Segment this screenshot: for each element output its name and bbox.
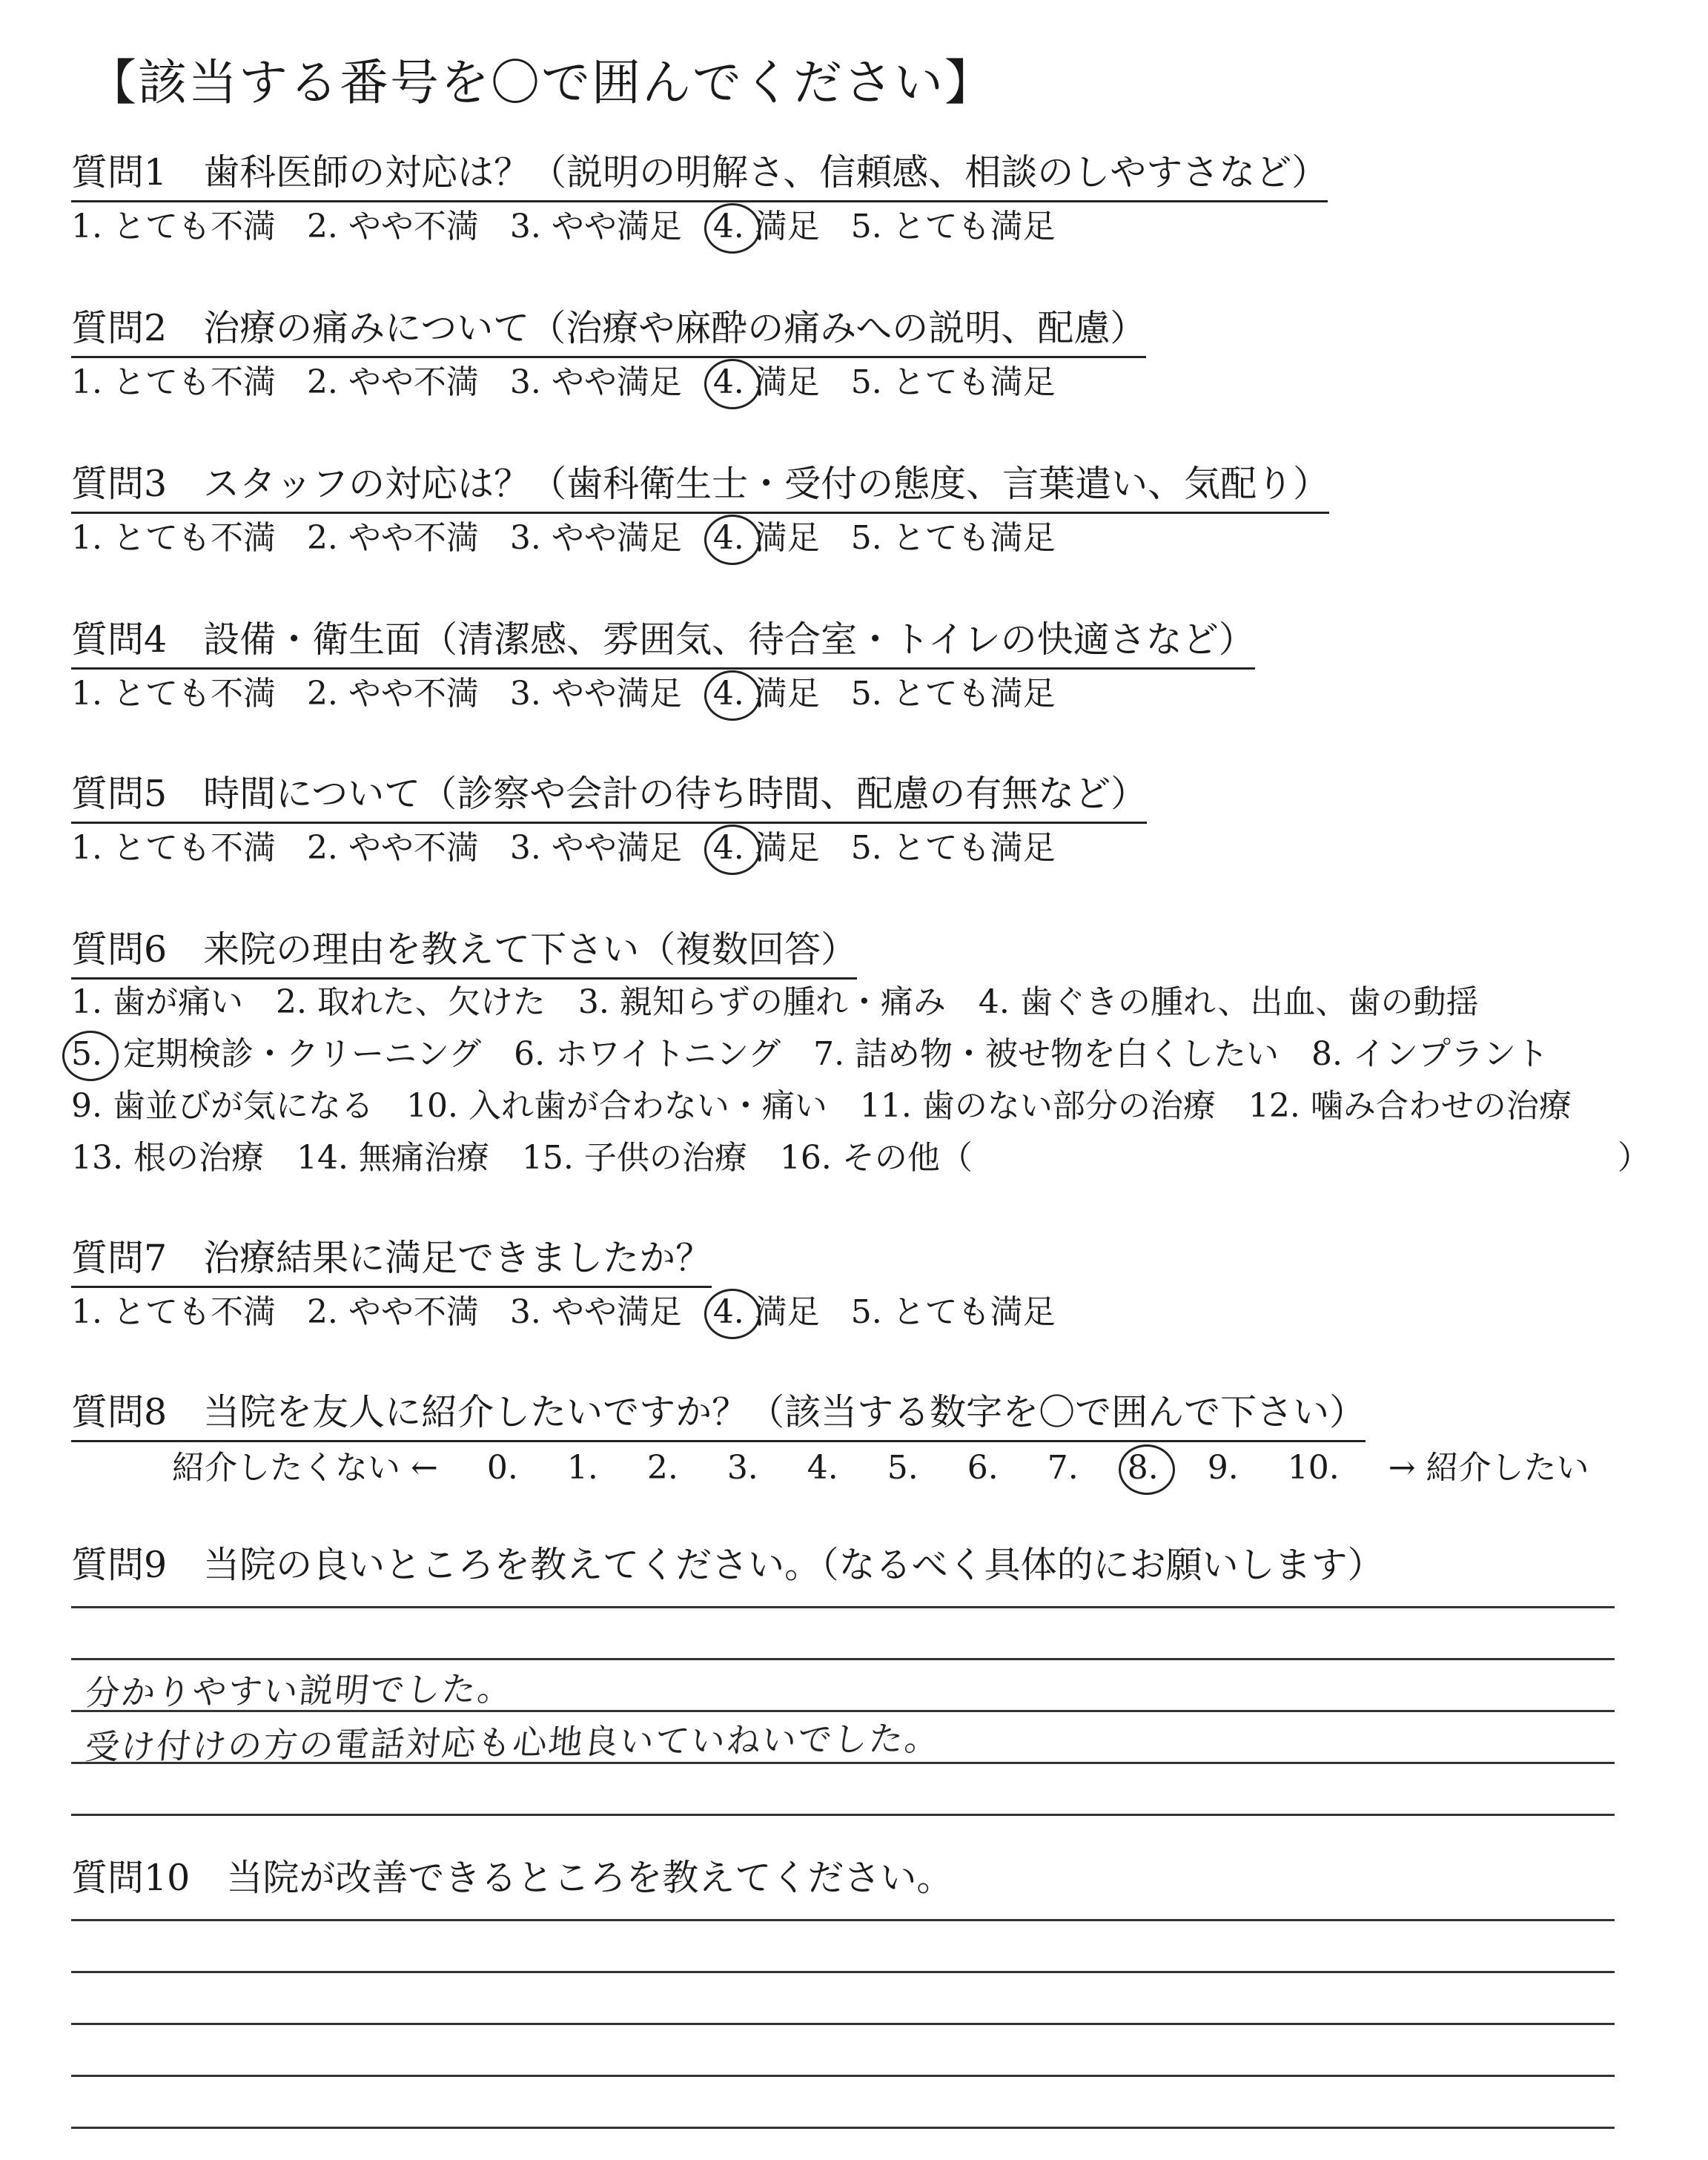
option-5[interactable]: 5. とても満足 xyxy=(850,1293,1056,1331)
option-4-circled[interactable]: 4. xyxy=(713,360,744,405)
q6-row-2 xyxy=(71,1032,1549,1077)
option-4-circled[interactable]: 4. xyxy=(713,516,744,561)
question-4: 質問4 設備・衛生面（清潔感、雰囲気、待合室・トイレの快適さなど） xyxy=(71,615,1255,670)
scale-right-label: → 紹介したい xyxy=(1388,1449,1589,1487)
scale-9[interactable]: 9. xyxy=(1207,1449,1239,1487)
scale-7[interactable]: 7. xyxy=(1047,1449,1079,1487)
q7-options xyxy=(71,1290,1056,1335)
option-4-label: 満足 xyxy=(754,675,820,713)
scale-10[interactable]: 10. xyxy=(1287,1449,1340,1487)
q2-options xyxy=(71,360,1056,405)
option-1[interactable]: 1. とても不満 xyxy=(71,519,276,557)
option-1[interactable]: 1. とても不満 xyxy=(71,1293,276,1331)
option-4-circled[interactable]: 4. xyxy=(713,205,744,249)
question-10: 質問10 当院が改善できるところを教えてください。 xyxy=(71,1857,953,1899)
q10-line-4[interactable] xyxy=(71,2075,1615,2077)
option-2[interactable]: 2. やや不満 xyxy=(306,519,479,557)
option-4-label: 満足 xyxy=(754,363,820,401)
option-2[interactable]: 2. やや不満 xyxy=(306,363,479,401)
q5-options xyxy=(71,826,1056,871)
scale-4[interactable]: 4. xyxy=(807,1449,838,1487)
q10-line-5[interactable] xyxy=(71,2127,1615,2129)
q10-line-2[interactable] xyxy=(71,1971,1615,1973)
option-3[interactable]: 3. やや満足 xyxy=(509,519,682,557)
option-1[interactable]: 1. とても不満 xyxy=(71,208,276,245)
option-4-circled[interactable]: 4. xyxy=(713,826,744,871)
q8-scale xyxy=(172,1446,1628,1490)
option-4-label: 満足 xyxy=(754,829,820,867)
scale-2[interactable]: 2. xyxy=(646,1449,678,1487)
form-title: 【該当する番号を〇で囲んでください】 xyxy=(87,54,995,111)
option-3[interactable]: 3. やや満足 xyxy=(509,675,682,713)
q6-other-close: ） xyxy=(1618,1139,1650,1177)
option-5[interactable]: 5. とても満足 xyxy=(850,519,1056,557)
question-1: 質問1 歯科医師の対応は？（説明の明解さ、信頼感、相談のしやすさなど） xyxy=(71,148,1328,202)
option-4-label: 満足 xyxy=(754,208,820,245)
option-1[interactable]: 1. とても不満 xyxy=(71,675,276,713)
q9-line-2 xyxy=(71,1658,1615,1660)
q10-line-3[interactable] xyxy=(71,2023,1615,2025)
option-5[interactable]: 5. とても満足 xyxy=(850,363,1056,401)
q6-row-3[interactable]: 9. 歯並びが気になる 10. 入れ歯が合わない・痛い 11. 歯のない部分の治療 12. 噛み合わせの治療 xyxy=(71,1087,1572,1125)
option-3[interactable]: 3. やや満足 xyxy=(509,208,682,245)
option-4-circled[interactable]: 4. xyxy=(713,672,744,716)
question-5: 質問5 時間について（診察や会計の待ち時間、配慮の有無など） xyxy=(71,770,1147,824)
option-2[interactable]: 2. やや不満 xyxy=(306,675,479,713)
option-1[interactable]: 1. とても不満 xyxy=(71,829,276,867)
q6-option-5-circled[interactable]: 5. xyxy=(71,1032,102,1077)
q9-answer-line-2[interactable]: 受け付けの方の電話対応も心地良いていねいでした。 xyxy=(83,1717,942,1768)
option-4-circled[interactable]: 4. xyxy=(713,1290,744,1335)
q9-line-5 xyxy=(71,1814,1615,1816)
scale-6[interactable]: 6. xyxy=(967,1449,999,1487)
q6-row-1[interactable]: 1. 歯が痛い 2. 取れた、欠けた 3. 親知らずの腫れ・痛み 4. 歯ぐきの腫れ、出血、歯の動揺 xyxy=(71,983,1479,1021)
q1-options xyxy=(71,205,1056,249)
scale-3[interactable]: 3. xyxy=(726,1449,758,1487)
q6-row-4[interactable]: 13. 根の治療 14. 無痛治療 15. 子供の治療 16. その他（ xyxy=(71,1139,973,1177)
option-5[interactable]: 5. とても満足 xyxy=(850,675,1056,713)
question-9: 質問9 当院の良いところを教えてください。（なるべく具体的にお願いします） xyxy=(71,1544,1384,1586)
option-5[interactable]: 5. とても満足 xyxy=(850,208,1056,245)
option-2[interactable]: 2. やや不満 xyxy=(306,829,479,867)
option-5[interactable]: 5. とても満足 xyxy=(850,829,1056,867)
option-1[interactable]: 1. とても不満 xyxy=(71,363,276,401)
question-3: 質問3 スタッフの対応は？（歯科衛生士・受付の態度、言葉遣い、気配り） xyxy=(71,460,1329,514)
scale-left-label: 紹介したくない ← xyxy=(172,1449,438,1487)
q3-options xyxy=(71,516,1056,561)
scale-5[interactable]: 5. xyxy=(887,1449,918,1487)
option-4-label: 満足 xyxy=(754,519,820,557)
scale-0[interactable]: 0. xyxy=(486,1449,518,1487)
option-4-label: 満足 xyxy=(754,1293,820,1331)
q6-row-2-text[interactable]: 定期検診・クリーニング 6. ホワイトニング 7. 詰め物・被せ物を白くしたい 8. インプラント xyxy=(122,1035,1549,1073)
question-2: 質問2 治療の痛みについて（治療や麻酔の痛みへの説明、配慮） xyxy=(71,304,1146,358)
scale-8-circled[interactable]: 8. xyxy=(1128,1446,1159,1490)
question-6: 質問6 来院の理由を教えて下さい（複数回答） xyxy=(71,925,857,980)
option-2[interactable]: 2. やや不満 xyxy=(306,1293,479,1331)
option-3[interactable]: 3. やや満足 xyxy=(509,1293,682,1331)
question-7: 質問7 治療結果に満足できましたか？ xyxy=(71,1234,712,1288)
option-3[interactable]: 3. やや満足 xyxy=(509,829,682,867)
q4-options xyxy=(71,672,1056,716)
q9-line-1 xyxy=(71,1606,1615,1608)
option-2[interactable]: 2. やや不満 xyxy=(306,208,479,245)
q10-line-1[interactable] xyxy=(71,1919,1615,1921)
scale-1[interactable]: 1. xyxy=(566,1449,598,1487)
q9-answer-line-1[interactable]: 分かりやすい説明でした。 xyxy=(83,1668,515,1714)
option-3[interactable]: 3. やや満足 xyxy=(509,363,682,401)
question-8: 質問8 当院を友人に紹介したいですか？（該当する数字を〇で囲んで下さい） xyxy=(71,1388,1366,1442)
